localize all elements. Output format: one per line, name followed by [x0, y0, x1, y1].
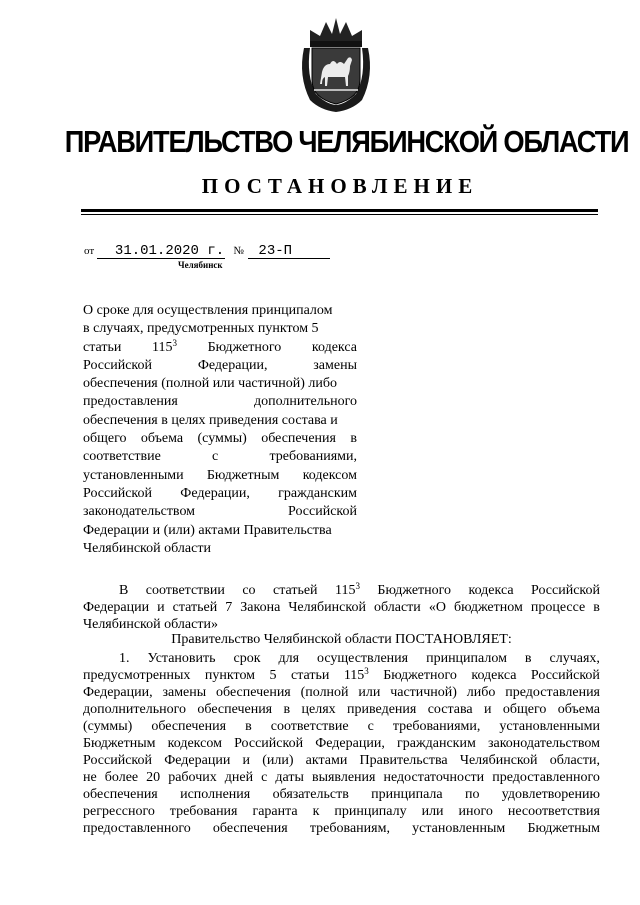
title-line: законодательством Российской [83, 504, 357, 520]
title-line: статьи $115^3$ Бюджетного кодекса [83, 337, 357, 355]
document-type: ПОСТАНОВЛЕНИЕ [201, 174, 479, 198]
item-1-line: (суммы) обеспечения в соответствие с требованиями, установленными [83, 719, 600, 734]
title-line: Федерации и (или) актами Правительства [83, 522, 332, 538]
item-1-paragraph [83, 650, 600, 837]
header-rule-thin [81, 214, 598, 215]
header-rule-thick [81, 209, 598, 212]
preamble-paragraph [83, 582, 600, 633]
item-1-line: предоставленного обеспечения требованиям, установленным Бюджетным [83, 821, 600, 836]
item-1-line: Российской Федерации и (или) актами Правительства Челябинской области, [83, 753, 600, 768]
document-date: 31.01.2020 г. [97, 244, 225, 259]
document-title [83, 302, 357, 558]
resolution-line: Правительство Челябинской области ПОСТАНОВЛЯЕТ: [171, 632, 512, 647]
item-1-line: регрессного требования гаранта к принципалу или иного несоответствия [83, 804, 600, 819]
item-1-line: обеспечения исполнения обязательств принципала по удовлетворению [83, 787, 600, 802]
document-number: 23-П [248, 244, 330, 259]
item-1-line: Федерации, замены обеспечения (полной или частичной) либо предоставления [83, 685, 600, 700]
title-line: обеспечения (полной или частичной) либо [83, 376, 338, 392]
title-line: установленными Бюджетным кодексом [83, 467, 357, 483]
title-line: Российской Федерации, гражданским [83, 485, 357, 501]
organization-name: ПРАВИТЕЛЬСТВО ЧЕЛЯБИНСКОЙ ОБЛАСТИ [64, 124, 629, 159]
title-line: в случаях, предусмотренных пунктом 5 [83, 321, 319, 337]
coat-of-arms-emblem [296, 14, 376, 114]
title-line: общего объема (суммы) обеспечения в [83, 431, 357, 447]
title-line: О сроке для осуществления принципалом [83, 303, 333, 318]
registration-line [84, 244, 330, 259]
title-line: Челябинской области [83, 540, 211, 556]
title-line: Российской Федерации, замены [83, 357, 357, 373]
number-sign: № [233, 245, 244, 257]
preamble-line: Челябинской области» [83, 617, 218, 632]
title-line: обеспечения в целях приведения состава и [83, 412, 338, 428]
item-1-line: 1. Установить срок для осуществления принципалом в случаях, [119, 651, 600, 666]
date-prefix: от [84, 245, 95, 257]
preamble-line: В соответствии со статьей $115^3$ Бюджетного кодекса Российской [119, 581, 600, 598]
title-line: предоставления дополнительного [83, 394, 357, 410]
item-1-line: Бюджетным кодексом Российской Федерации, гражданским законодательством [83, 736, 600, 751]
item-1-line: не более 20 рабочих дней с даты выявления недостаточности предоставленного [83, 770, 600, 785]
preamble-line: Федерации и статьей 7 Закона Челябинской области «О бюджетном процессе в [83, 600, 600, 615]
city-name: Челябинск [178, 260, 223, 270]
title-line: соответствие с требованиями, [83, 449, 357, 465]
item-1-line: предусмотренных пунктом 5 статьи $115^3$ Бюджетного кодекса Российской [83, 666, 600, 683]
item-1-line: дополнительного обеспечения в целях приведения состава и общего объема [83, 702, 600, 717]
